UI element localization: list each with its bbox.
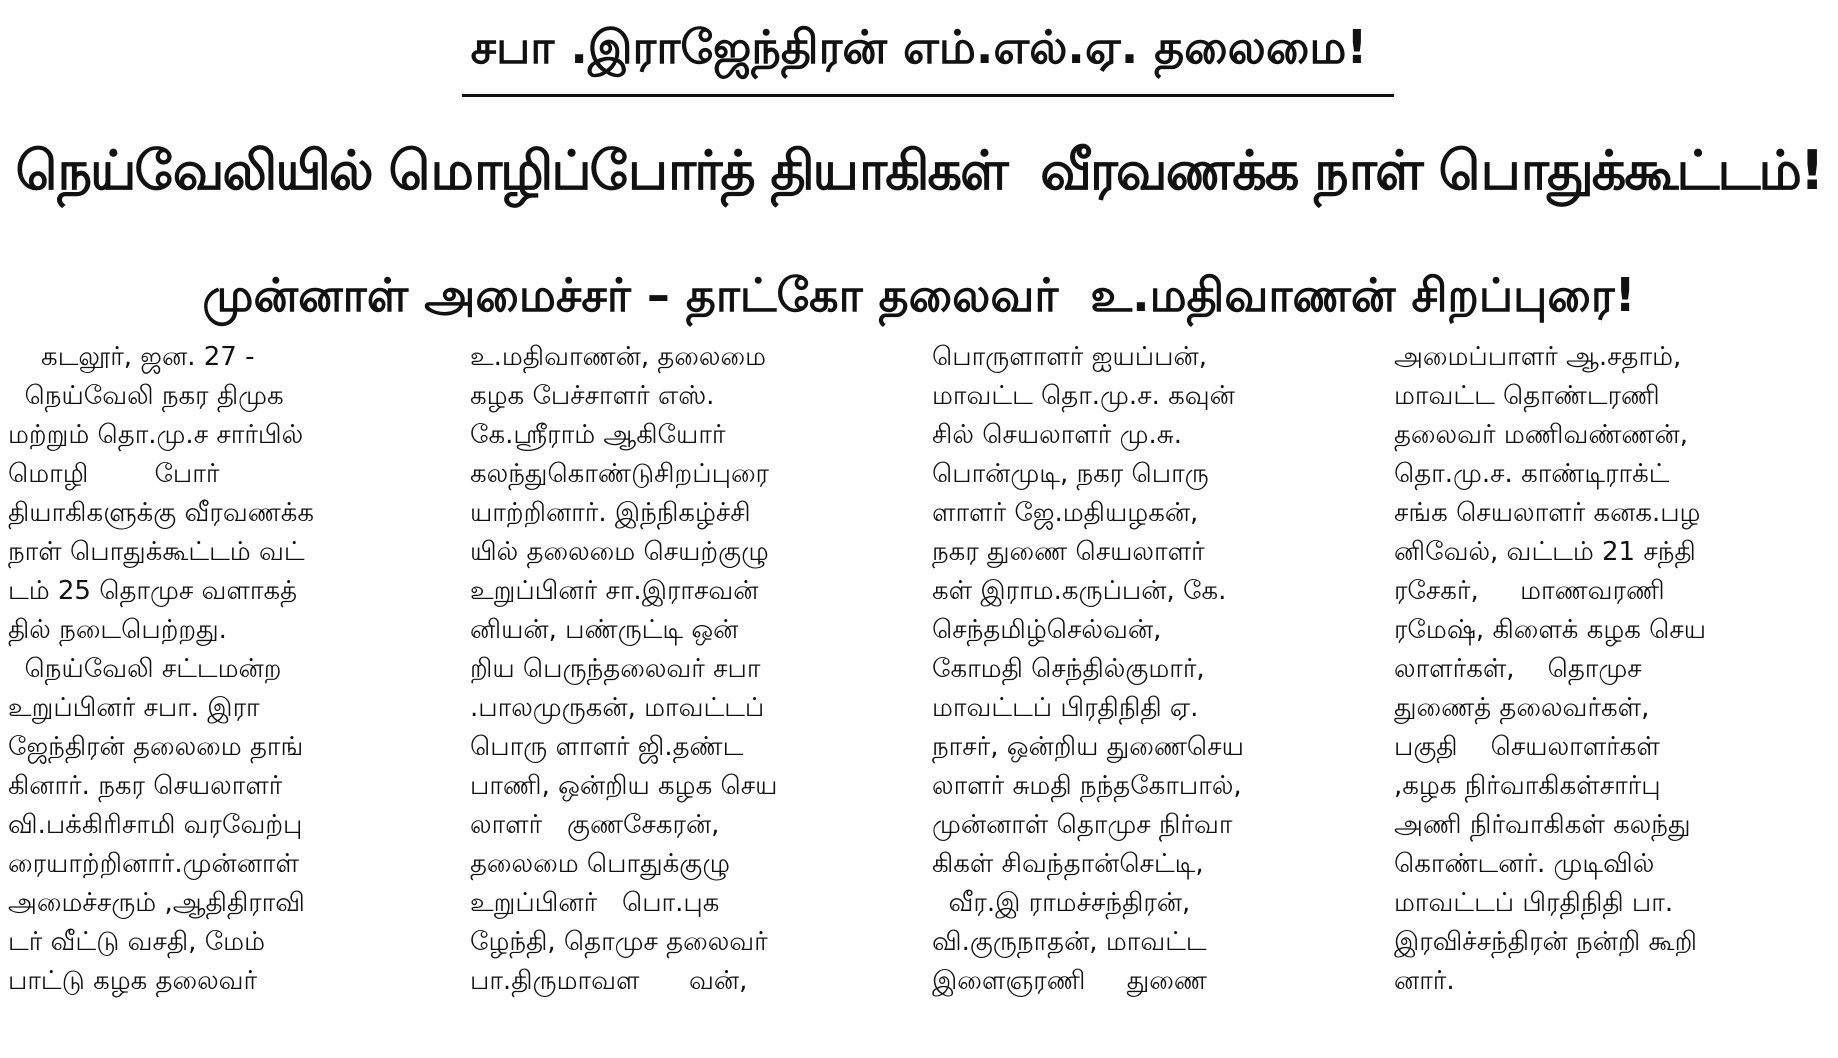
article-line: கொண்டனர். முடிவில் (1394, 849, 1655, 879)
article-line: ரசேகர், மாணவரணி (1394, 576, 1665, 606)
article-line: .பாலமுருகன், மாவட்டப் (470, 693, 765, 723)
article-line: பாட்டு கழக தலைவர் (8, 966, 258, 996)
article-line: நாசர், ஒன்றிய துணைசெய (932, 732, 1244, 762)
article-line: வி.குருநாதன், மாவட்ட (932, 927, 1207, 957)
article-line: வீர.இ ராமச்சந்திரன், (932, 888, 1191, 918)
article-line: மாவட்டப் பிரதிநிதி ஏ. (932, 693, 1199, 723)
article-line: டர் வீட்டு வசதி, மேம் (8, 927, 266, 957)
article-line: டம் 25 தொமுச வளாகத் (8, 576, 298, 606)
article-line: மொழி போர் (8, 459, 220, 489)
article-body (8, 338, 1830, 1052)
article-line: றிய பெருந்தலைவர் சபா (470, 654, 761, 684)
article-line: பொரு ளாளர் ஜி.தண்ட (470, 732, 744, 762)
article-line: சங்க செயலாளர் கனக.பழ (1394, 498, 1701, 528)
article-line: இரவிச்சந்திரன் நன்றி கூறி (1394, 927, 1697, 957)
article-line: செந்தமிழ்செல்வன், (932, 615, 1162, 645)
sub-headline: முன்னாள் அமைச்சர் – தாட்கோ தலைவர் உ.மதிவாணன் சிறப்புரை! (202, 268, 1636, 322)
main-headline: நெய்வேலியில் மொழிப்போர்த் தியாகிகள் வீரவணக்க நாள் பொதுக்கூட்டம்! (15, 139, 1823, 202)
article-line: ளாளர் ஜே.மதியழகன், (932, 498, 1199, 528)
article-line: னிவேல், வட்டம் 21 சந்தி (1394, 537, 1696, 567)
kicker-headline: சபா .இராஜேந்திரன் எம்.எல்.ஏ. தலைமை! (470, 20, 1368, 74)
article-line: நகர துணை செயலாளர் (932, 537, 1205, 567)
article-line: மாவட்ட தொண்டரணி (1394, 381, 1660, 411)
article-line: துணைத் தலைவர்கள், (1394, 693, 1650, 723)
article-line: பொன்முடி, நகர பொரு (932, 459, 1209, 489)
article-line: னியன், பண்ருட்டி ஒன் (470, 615, 739, 645)
article-line: பாணி, ஒன்றிய கழக செய (470, 771, 778, 801)
article-line: நெய்வேலி நகர திமுக (8, 381, 284, 411)
article-line: உறுப்பினர் பொ.புக (470, 888, 720, 918)
article-line: பகுதி செயலாளர்கள் (1394, 732, 1660, 762)
article-line: மற்றும் தொ.மு.ச சார்பில் (8, 420, 304, 450)
article-line: கள் இராம.கருப்பன், கே. (932, 576, 1227, 606)
article-line: பா.திருமாவள வன், (470, 966, 748, 996)
article-line: இளைஞரணி துணை (932, 966, 1207, 996)
article-line: தலைமை பொதுக்குழு (470, 849, 730, 879)
article-line: லாளர் குணசேகரன், (470, 810, 720, 840)
article-line: உறுப்பினர் சா.இராசவன் (470, 576, 759, 606)
article-line: யாற்றினார். இந்நிகழ்ச்சி (470, 498, 751, 528)
article-column-1 (8, 338, 444, 1052)
kicker-underline (462, 94, 1394, 97)
article-line: தலைவர் மணிவண்ணன், (1394, 420, 1688, 450)
article-line: ரையாற்றினார்.முன்னாள் (8, 849, 299, 879)
article-line: ,கழக நிர்வாகிகள்சார்பு (1394, 771, 1661, 801)
article-line: தியாகிகளுக்கு வீரவணக்க (8, 498, 315, 528)
article-line: கிகள் சிவந்தான்செட்டி, (932, 849, 1204, 879)
article-line: ழேந்தி, தொமுச தலைவர் (470, 927, 768, 957)
article-column-2 (470, 338, 906, 1052)
article-line: கினார். நகர செயலாளர் (8, 771, 283, 801)
article-column-4 (1394, 338, 1830, 1052)
article-line: வி.பக்கிரிசாமி வரவேற்பு (8, 810, 303, 840)
article-line: அமைச்சரும் ,ஆதிதிராவி (8, 888, 305, 918)
article-line: அமைப்பாளர் ஆ.சதாம், (1394, 342, 1682, 372)
article-line: பொருளாளர் ஐயப்பன், (932, 342, 1207, 372)
article-line: அணி நிர்வாகிகள் கலந்து (1394, 810, 1691, 840)
article-line: கடலூர், ஜன. 27 - (8, 342, 255, 372)
article-line: நெய்வேலி சட்டமன்ற (8, 654, 282, 684)
article-line: லாளர் சுமதி நந்தகோபால், (932, 771, 1242, 801)
article-line: மாவட்ட தொ.மு.ச. கவுன் (932, 381, 1235, 411)
article-line: தொ.மு.ச. காண்டிராக்ட் (1394, 459, 1670, 489)
article-column-3 (932, 338, 1368, 1052)
article-line: ரமேஷ், கிளைக் கழக செய (1394, 615, 1707, 645)
article-line: கே.ஸ்ரீராம் ஆகியோர் (470, 420, 726, 450)
article-line: உ.மதிவாணன், தலைமை (470, 342, 767, 372)
article-line: கலந்துகொண்டுசிறப்புரை (470, 459, 769, 489)
article-line: முன்னாள் தொமுச நிர்வா (932, 810, 1233, 840)
article-line: உறுப்பினர் சபா. இரா (8, 693, 260, 723)
article-line: மாவட்டப் பிரதிநிதி பா. (1394, 888, 1674, 918)
article-line: சில் செயலாளர் மு.சு. (932, 420, 1182, 450)
article-line: நாள் பொதுக்கூட்டம் வட் (8, 537, 305, 567)
article-line: லாளர்கள், தொமுச (1394, 654, 1642, 684)
article-line: யில் தலைமை செயற்குழு (470, 537, 769, 567)
article-line: னார். (1394, 966, 1455, 996)
article-line: தில் நடைபெற்றது. (8, 615, 227, 645)
article-line: கோமதி செந்தில்குமார், (932, 654, 1205, 684)
article-line: ஜேந்திரன் தலைமை தாங் (8, 732, 304, 762)
article-line: கழக பேச்சாளர் எஸ். (470, 381, 715, 411)
